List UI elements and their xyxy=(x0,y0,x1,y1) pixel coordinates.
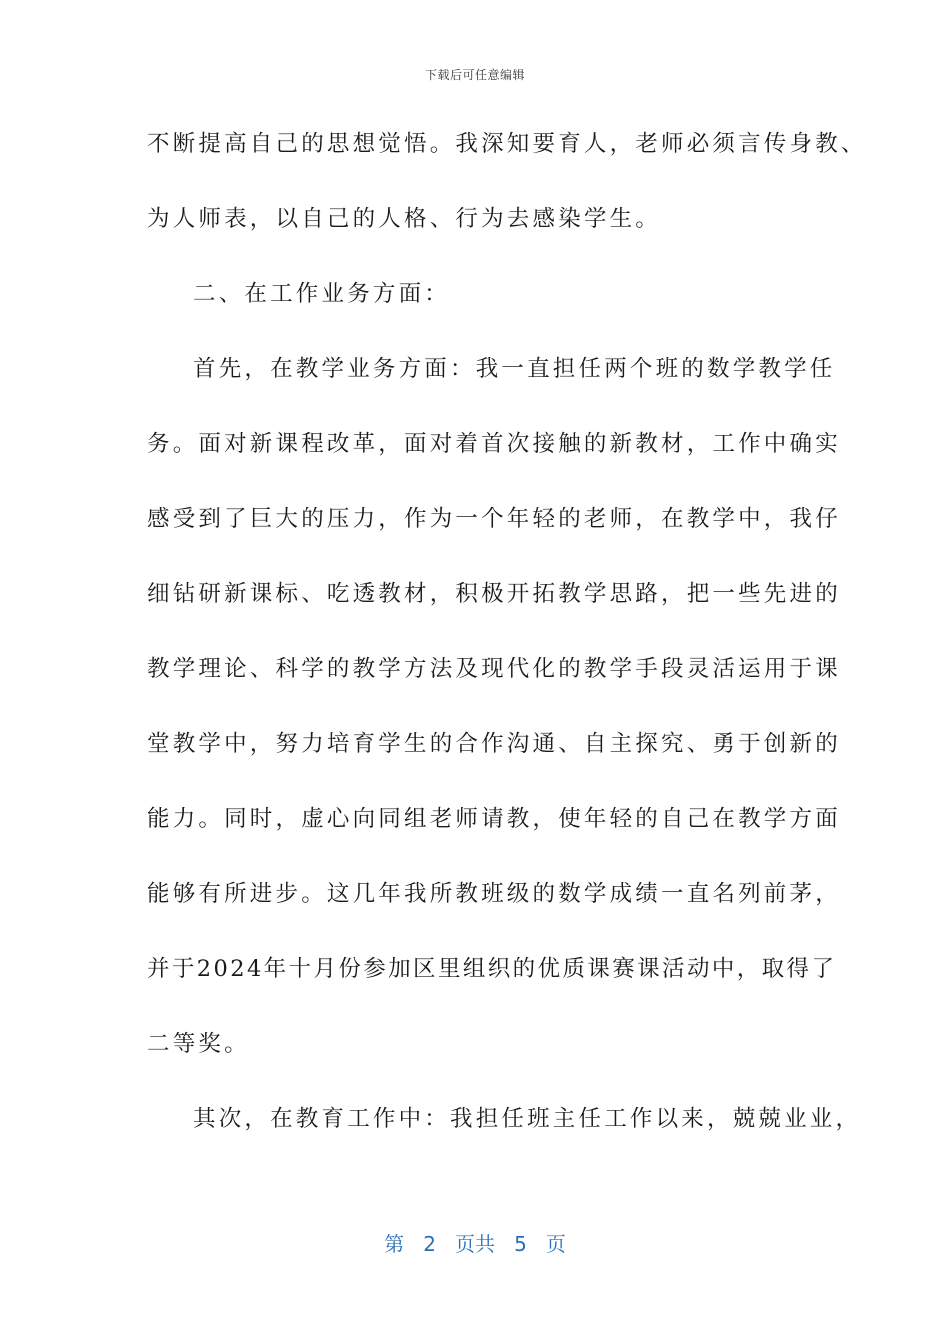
footer-suffix: 页 xyxy=(545,1232,566,1256)
paragraph-line: 二等奖。 xyxy=(147,1031,250,1057)
paragraph-line: 教学理论、科学的教学方法及现代化的教学手段灵活运用于课 xyxy=(147,656,841,682)
page-header: 下载后可任意编辑 xyxy=(424,68,525,82)
paragraph-line: 不断提高自己的思想觉悟。我深知要育人，老师必须言传身教、 xyxy=(147,131,867,157)
paragraph-line: 感受到了巨大的压力，作为一个年轻的老师，在教学中，我仔 xyxy=(147,506,841,532)
paragraph-line: 务。面对新课程改革，面对着首次接触的新教材，工作中确实 xyxy=(147,431,841,457)
section-heading: 二、在工作业务方面： xyxy=(193,281,451,307)
paragraph-line: 首先，在教学业务方面：我一直担任两个班的数学教学任 xyxy=(193,356,836,382)
footer-middle: 页共 xyxy=(455,1232,495,1256)
paragraph-line: 为人师表，以自己的人格、行为去感染学生。 xyxy=(147,206,662,232)
paragraph-line: 并于2024年十月份参加区里组织的优质课赛课活动中，取得了 xyxy=(147,956,837,982)
paragraph-line: 其次，在教育工作中：我担任班主任工作以来，兢兢业业， xyxy=(193,1106,862,1132)
paragraph-line: 细钻研新课标、吃透教材，积极开拓教学思路，把一些先进的 xyxy=(147,581,841,607)
paragraph-line: 能够有所进步。这几年我所教班级的数学成绩一直名列前茅， xyxy=(147,881,841,907)
paragraph-line: 能力。同时，虚心向同组老师请教，使年轻的自己在教学方面 xyxy=(147,806,841,832)
page-footer xyxy=(0,1228,950,1257)
paragraph-line: 堂教学中，努力培育学生的合作沟通、自主探究、勇于创新的 xyxy=(147,731,841,757)
current-page-number: 2 xyxy=(423,1232,436,1256)
total-pages-number: 5 xyxy=(514,1232,527,1256)
footer-prefix: 第 xyxy=(384,1232,405,1256)
